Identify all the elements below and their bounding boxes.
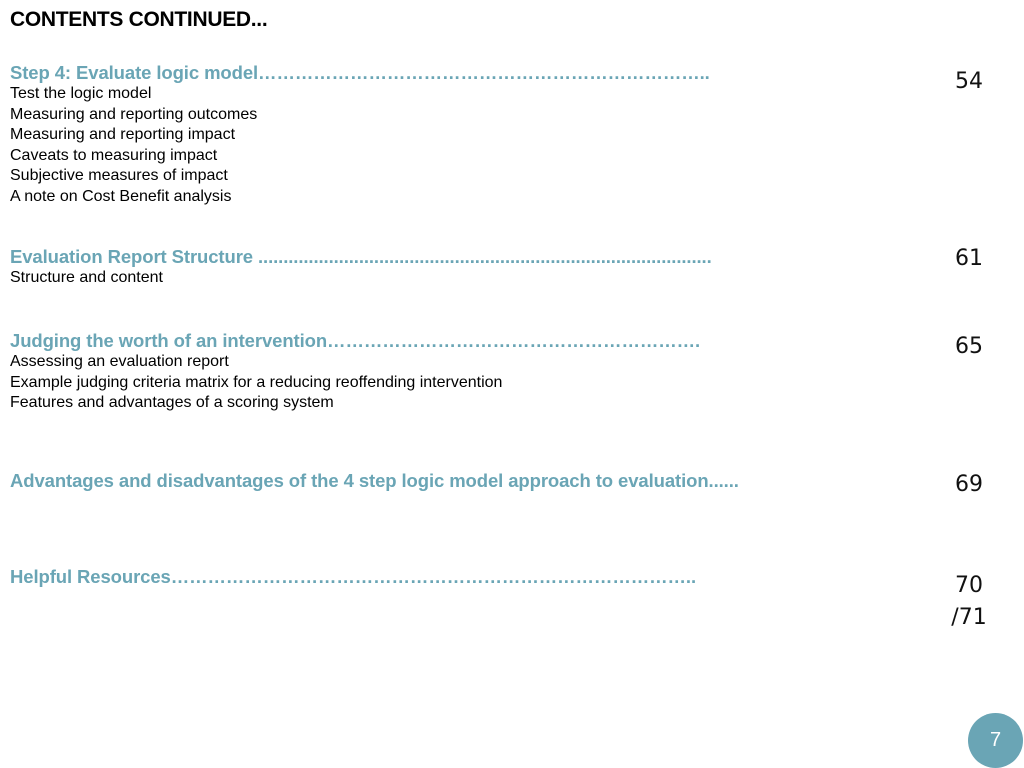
toc-section-step4[interactable] [10, 62, 840, 207]
page-number: 69 [955, 472, 983, 497]
toc-subitem: A note on Cost Benefit analysis [10, 187, 232, 205]
toc-subitem: Example judging criteria matrix for a reducing reoffending intervention [10, 373, 503, 391]
toc-section-helpful-resources[interactable] [10, 566, 840, 588]
page-number-start: 70 [955, 573, 983, 598]
slide-number-badge [968, 713, 1023, 768]
page-number: 54 [955, 69, 983, 94]
toc-subitem: Measuring and reporting impact [10, 126, 236, 143]
toc-subitem: Subjective measures of impact [10, 167, 228, 184]
toc-subitem: Measuring and reporting outcomes [10, 105, 258, 123]
slide-number: 7 [989, 729, 1002, 751]
toc-section-advantages[interactable] [10, 470, 840, 492]
toc-heading[interactable]: Evaluation Report Structure .......................................................................................... [10, 246, 712, 267]
page-number: 65 [955, 334, 983, 359]
toc-subitem: Features and advantages of a scoring system [10, 394, 334, 411]
page-number [932, 570, 1006, 634]
page-title: CONTENTS CONTINUED... [10, 8, 268, 31]
toc-heading[interactable]: Helpful Resources………………………………………………………………………….. [10, 566, 697, 587]
toc-subitem: Caveats to measuring impact [10, 146, 218, 164]
toc-heading[interactable]: Judging the worth of an intervention……………………………………………………. [10, 330, 701, 351]
toc-subitem: Structure and content [10, 269, 163, 286]
page-number: 61 [955, 246, 983, 271]
toc-subitem: Test the logic model [10, 85, 152, 102]
page-number-end: /71 [951, 605, 987, 630]
toc-section-judging-worth[interactable] [10, 330, 840, 414]
toc-subitem: Assessing an evaluation report [10, 353, 229, 370]
toc-heading[interactable]: Advantages and disadvantages of the 4 step logic model approach to evaluation...... [10, 470, 739, 491]
toc-section-report-structure[interactable] [10, 246, 840, 289]
toc-heading[interactable]: Step 4: Evaluate logic model……………………………………………………………….. [10, 62, 710, 83]
